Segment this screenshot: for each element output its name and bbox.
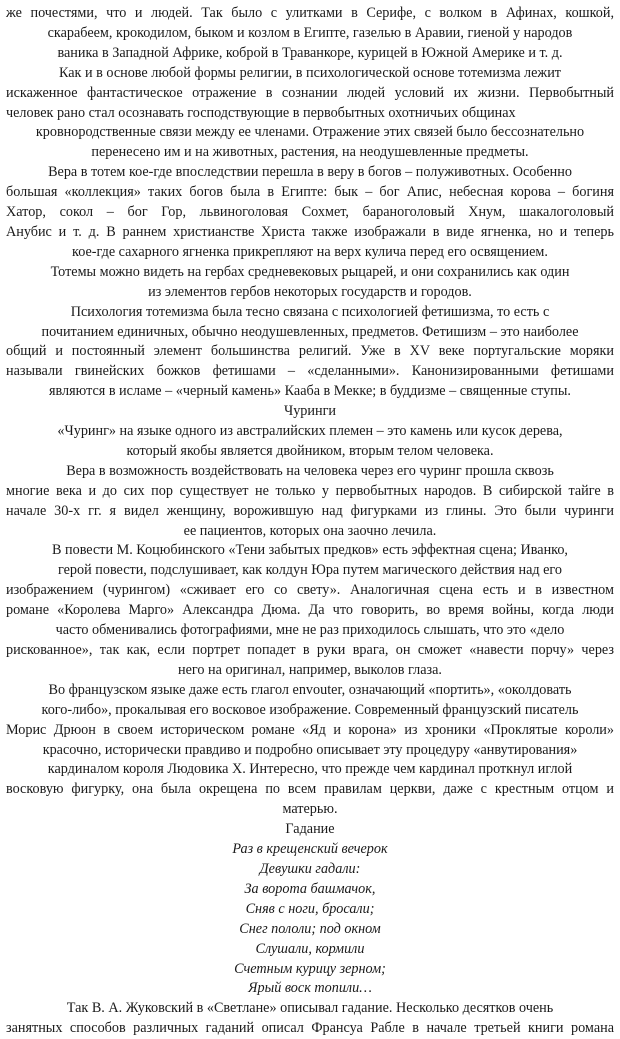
- text-line: начале 30-х гг. я видел женщину, ворожившую над фигурками из глины. Это были чуринги: [6, 502, 614, 519]
- poem-line: Снег пололи; под окном: [239, 920, 381, 937]
- text-line: В повести М. Коцюбинского «Тени забытых предков» есть эффектная сцена; Иванко,: [52, 542, 568, 559]
- text-line: Вера в возможность воздействовать на человека через его чуринг прошла сквозь: [66, 462, 554, 479]
- poem-line: Раз в крещенский вечерок: [232, 841, 388, 858]
- text-line: Вера в тотем кое-где впоследствии перешла в веру в богов – полуживотных. Особенно: [48, 164, 572, 181]
- text-line: Как и в основе любой формы религии, в психологической основе тотемизма лежит: [58, 64, 562, 81]
- text-line: кардиналом короля Людовика X. Интересно, что прежде чем кардинал проткнул иглой: [47, 761, 573, 778]
- text-line: герой повести, подслушивает, как колдун Юра путем магического действия над его: [58, 562, 562, 579]
- text-line: человек рано стал осознавать господствующие в первобытных охотничьих общинах: [6, 104, 516, 121]
- poem-line: Девушки гадали:: [259, 860, 361, 877]
- text-line: кого-либо», прокалывая его восковое изображение. Современный французский писатель: [41, 701, 579, 718]
- poem-line: Сняв с ноги, бросали;: [245, 900, 375, 917]
- text-line: почитанием единичных, обычно неодушевленных, предметов. Фетишизм – это наиболее: [41, 323, 579, 340]
- text-line: многие века и до сих пор существует не только у первобытных народов. В сибирской тайге в: [6, 482, 614, 499]
- text-line: Тотемы можно видеть на гербах средневековых рыцарей, и они сохранились как один: [50, 263, 570, 280]
- text-line: него на оригинал, например, выколов глаза.: [178, 661, 442, 678]
- text-line: часто обменивались фотографиями, мне не раз приходилось слышать, что это «дело: [55, 622, 565, 639]
- text-line: называли гвинейских божков фетишами – «сделанными». Канонизированными фетишами: [6, 363, 614, 380]
- text-line: занятных способов различных гаданий описал Франсуа Рабле в начале третьей книги романа: [6, 1020, 614, 1037]
- document-body: [6, 4, 614, 1039]
- text-line: кое-где сахарного ягненка прикрепляют на верх кулича перед его освящением.: [72, 243, 548, 260]
- text-line: изображением (чурингом) «сживает его со свету». Аналогичная сцена есть и в известном: [6, 582, 614, 599]
- text-line: кровнородственные связи между ее членами. Отражение этих связей было бессознательно: [35, 124, 585, 141]
- text-line: Гадание: [285, 821, 335, 838]
- text-line: скарабеем, крокодилом, быком и козлом в Египте, газелью в Аравии, гиеной у народов: [47, 24, 573, 41]
- text-line: Хатор, сокол – бог Гор, львиноголовая Сохмет, бараноголовый Хнум, шакалоголовый: [6, 204, 614, 221]
- text-line: восковую фигурку, она была окрещена по всем правилам церкви, даже с крестным отцом и: [6, 781, 614, 798]
- text-line: Чуринги: [283, 403, 336, 420]
- poem-line: За ворота башмачок,: [244, 880, 376, 897]
- text-line: из элементов гербов некоторых государств и городов.: [148, 283, 472, 300]
- text-line: Морис Дрюон в своем историческом романе «Яд и корона» из хроники «Проклятые короли»: [6, 721, 614, 738]
- poem-line: Ярый воск топили…: [248, 980, 372, 997]
- text-line: ваника в Западной Африке, коброй в Траванкоре, курицей в Южной Америке и т. д.: [57, 44, 563, 61]
- text-line: романе «Королева Марго» Александра Дюма. Да что говорить, во время войны, когда люди: [6, 602, 614, 619]
- text-line: «Чуринг» на языке одного из австралийских племен – это камень или кусок дерева,: [57, 423, 563, 440]
- text-line: Во французском языке даже есть глагол envouter, означающий «портить», «околдовать: [48, 681, 572, 698]
- text-line: ее пациентов, которых она заочно лечила.: [183, 522, 437, 539]
- poem-line: Счетным курицу зерном;: [234, 960, 386, 977]
- text-line: Так В. А. Жуковский в «Светлане» описывал гадание. Несколько десятков очень: [66, 1000, 554, 1017]
- text-line: перенесено им и на животных, растения, на неодушевленные предметы.: [91, 144, 529, 161]
- text-line: рискованное», так как, если портрет попадет в руки врага, он сможет «навести порчу» через: [6, 642, 614, 658]
- document-page: [6, 4, 614, 1039]
- text-line: большая «коллекция» таких богов была в Египте: бык – бог Апис, небесная корова – богиня: [6, 184, 614, 201]
- text-line: красочно, исторически правдиво и подробно описывает эту процедуру «анвутирования»: [42, 741, 578, 758]
- text-line: Анубис и т. д. В раннем христианстве Христа также изображали в виде ягненка, но и теперь: [6, 223, 614, 240]
- text-line: Психология тотемизма была тесно связана с психологией фетишизма, то есть с: [70, 303, 550, 320]
- text-line: общий и постоянный элемент большинства религий. Уже в XV веке португальские моряки: [6, 343, 614, 360]
- text-line: который якобы является двойником, вторым телом человека.: [126, 442, 494, 459]
- text-line: искаженное фантастическое отражение в сознании людей условий их жизни. Первобытный: [6, 84, 614, 101]
- text-line: являются в исламе – «черный камень» Кааба в Мекке; в буддизме – священные ступы.: [49, 383, 571, 400]
- text-line: матерью.: [282, 801, 338, 818]
- poem-line: Слушали, кормили: [255, 940, 365, 957]
- text-line: же почестями, что и людей. Так было с улитками в Серифе, с волком в Афинах, кошкой,: [6, 5, 614, 21]
